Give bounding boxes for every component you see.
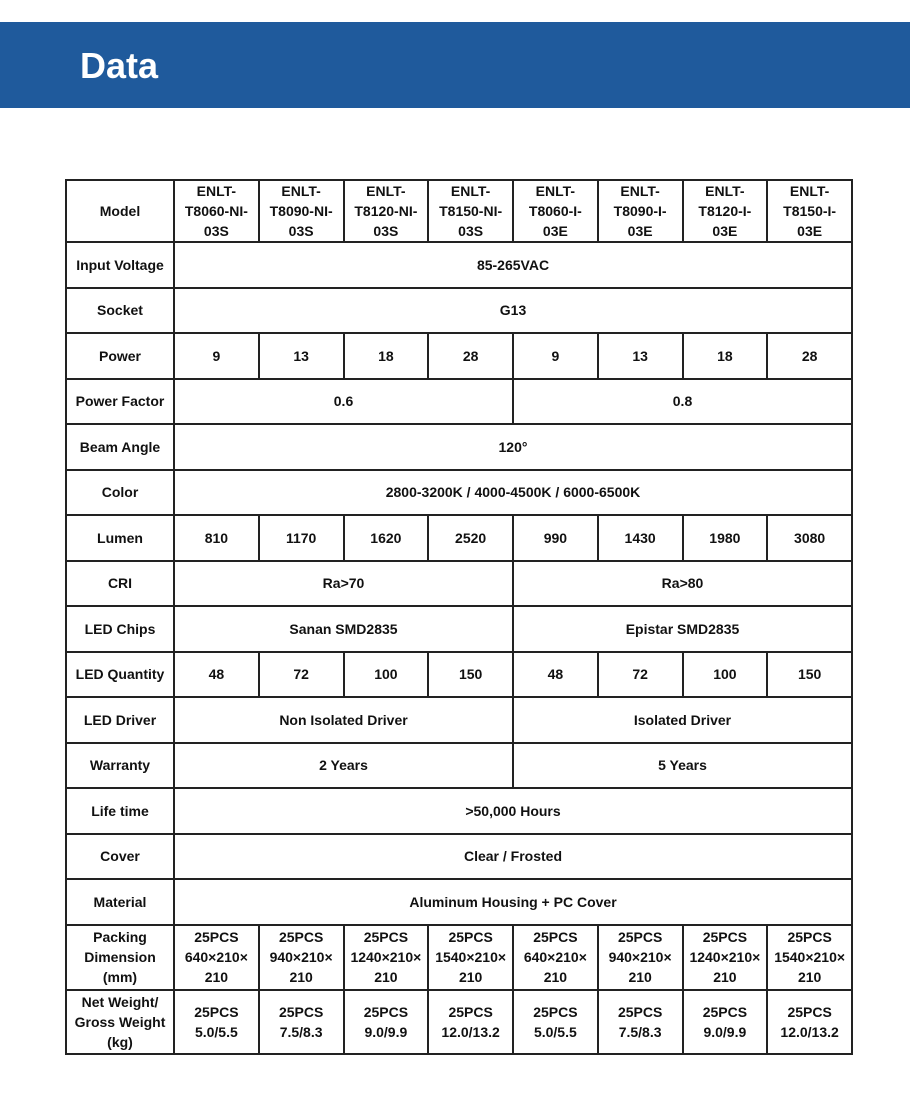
spec-row: [66, 697, 852, 743]
packing-line: 640×210×: [184, 949, 248, 965]
value-cell: G13: [174, 288, 852, 334]
value-cell: Sanan SMD2835: [174, 606, 513, 652]
packing-line: 1540×210×: [774, 949, 846, 965]
row-label: Socket: [66, 288, 174, 334]
packing-cell: [344, 925, 429, 990]
value-cell: 2 Years: [174, 743, 513, 789]
model-line: 03S: [458, 223, 484, 239]
model-cell: [513, 180, 598, 242]
packing-cell: [767, 925, 852, 990]
model-line: ENLT-: [196, 183, 237, 199]
model-line: T8090-I-: [613, 203, 667, 219]
weight-line: 25PCS: [194, 1003, 239, 1020]
row-label: LED Chips: [66, 606, 174, 652]
packing-line: 210: [543, 969, 568, 985]
model-line: T8150-I-: [783, 203, 837, 219]
model-line: ENLT-: [450, 183, 491, 199]
packing-line: 210: [628, 969, 652, 985]
model-line: T8150-NI-: [439, 203, 503, 219]
value-cell: 72: [259, 652, 344, 698]
value-cell: >50,000 Hours: [174, 788, 852, 834]
weight-line: 12.0/13.2: [441, 1023, 500, 1040]
spec-row: [66, 424, 852, 470]
page-title: Data: [80, 45, 159, 86]
weight-line: 25PCS: [702, 1003, 748, 1020]
value-cell: 810: [174, 515, 259, 561]
spec-row: [66, 470, 852, 516]
weight-line: 5.0/5.5: [194, 1023, 238, 1040]
spec-row: [66, 788, 852, 834]
value-cell: 5 Years: [513, 743, 852, 789]
model-cell: [174, 180, 259, 242]
weight-cell: [767, 990, 852, 1054]
header-banner: [0, 22, 910, 108]
value-cell: 100: [344, 652, 429, 698]
value-cell: 13: [259, 333, 344, 379]
value-cell: 0.8: [513, 379, 852, 425]
model-line: ENLT-: [789, 183, 830, 199]
packing-line: 25PCS: [448, 929, 493, 945]
value-cell: 18: [683, 333, 768, 379]
model-line: 03E: [797, 223, 823, 239]
packing-line: 210: [458, 969, 483, 985]
row-label: [66, 925, 174, 990]
weight-line: 25PCS: [363, 1003, 409, 1020]
row-label: LED Driver: [66, 697, 174, 743]
spec-row: [66, 515, 852, 561]
value-cell: Aluminum Housing + PC Cover: [174, 879, 852, 925]
packing-line: 210: [797, 969, 822, 985]
packing-line: 210: [713, 969, 737, 985]
packing-line: 1240×210×: [350, 949, 422, 965]
value-cell: Ra>80: [513, 561, 852, 607]
value-cell: 28: [767, 333, 852, 379]
weight-line: 9.0/9.9: [364, 1023, 408, 1040]
value-cell: 1980: [683, 515, 768, 561]
row-label: Warranty: [66, 743, 174, 789]
row-label: LED Quantity: [66, 652, 174, 698]
spec-row: [66, 743, 852, 789]
row-label: Power Factor: [66, 379, 174, 425]
spec-row: [66, 333, 852, 379]
packing-cell: [683, 925, 768, 990]
packing-line: 25PCS: [194, 929, 239, 945]
model-line: T8120-NI-: [354, 203, 418, 219]
value-cell: 9: [513, 333, 598, 379]
packing-line: 940×210×: [608, 949, 672, 965]
value-cell: 48: [174, 652, 259, 698]
label-line: Gross Weight: [74, 1013, 166, 1030]
packing-line: 25PCS: [533, 929, 578, 945]
value-cell: 150: [767, 652, 852, 698]
label-line: Net Weight/: [81, 993, 159, 1010]
value-cell: 3080: [767, 515, 852, 561]
label-line: (kg): [107, 1033, 133, 1050]
row-label: CRI: [66, 561, 174, 607]
weight-line: 7.5/8.3: [618, 1023, 662, 1040]
value-cell: 13: [598, 333, 683, 379]
spec-row: [66, 834, 852, 880]
model-cell: [683, 180, 768, 242]
spec-row: [66, 561, 852, 607]
model-cell: [428, 180, 513, 242]
spec-row: [66, 606, 852, 652]
model-line: 03S: [288, 223, 314, 239]
weight-cell: [174, 990, 259, 1054]
value-cell: 1430: [598, 515, 683, 561]
value-cell: 48: [513, 652, 598, 698]
row-label: Power: [66, 333, 174, 379]
label-line: Dimension: [84, 949, 156, 965]
weight-line: 25PCS: [617, 1003, 663, 1020]
weight-line: 25PCS: [533, 1003, 578, 1020]
value-cell: 2800-3200K / 4000-4500K / 6000-6500K: [174, 470, 852, 516]
row-label: Color: [66, 470, 174, 516]
spec-row: [66, 652, 852, 698]
spec-table-body: [66, 180, 852, 1054]
spec-row: [66, 879, 852, 925]
value-cell: Epistar SMD2835: [513, 606, 852, 652]
packing-line: 25PCS: [363, 929, 409, 945]
label-line: (mm): [102, 969, 138, 985]
model-cell: [598, 180, 683, 242]
row-label: [66, 990, 174, 1054]
spec-row: [66, 242, 852, 288]
row-packing: [66, 925, 852, 990]
value-cell: 18: [344, 333, 429, 379]
row-model: [66, 180, 852, 242]
weight-line: 25PCS: [448, 1003, 493, 1020]
value-cell: Clear / Frosted: [174, 834, 852, 880]
model-line: 03S: [373, 223, 399, 239]
model-line: ENLT-: [366, 183, 406, 199]
weight-cell: [598, 990, 683, 1054]
value-cell: 2520: [428, 515, 513, 561]
model-line: 03S: [203, 223, 229, 239]
row-label: Beam Angle: [66, 424, 174, 470]
value-cell: 990: [513, 515, 598, 561]
row-label: Material: [66, 879, 174, 925]
packing-cell: [259, 925, 344, 990]
spec-table: [65, 179, 853, 1055]
value-cell: 28: [428, 333, 513, 379]
row-label: Cover: [66, 834, 174, 880]
value-cell: 9: [174, 333, 259, 379]
row-weight: [66, 990, 852, 1054]
row-label: Input Voltage: [66, 242, 174, 288]
weight-cell: [683, 990, 768, 1054]
model-line: 03E: [712, 223, 738, 239]
model-line: T8120-I-: [698, 203, 752, 219]
packing-line: 210: [289, 969, 313, 985]
packing-line: 210: [204, 969, 229, 985]
model-cell: [344, 180, 429, 242]
model-line: T8060-I-: [528, 203, 582, 219]
model-line: ENLT-: [620, 183, 660, 199]
packing-line: 25PCS: [787, 929, 832, 945]
value-cell: Non Isolated Driver: [174, 697, 513, 743]
value-cell: 120°: [174, 424, 852, 470]
model-line: T8090-NI-: [269, 203, 333, 219]
packing-line: 25PCS: [702, 929, 748, 945]
value-cell: 100: [683, 652, 768, 698]
model-cell: [767, 180, 852, 242]
weight-line: 7.5/8.3: [279, 1023, 323, 1040]
packing-line: 210: [374, 969, 398, 985]
model-line: ENLT-: [281, 183, 321, 199]
value-cell: 72: [598, 652, 683, 698]
weight-line: 25PCS: [787, 1003, 832, 1020]
weight-cell: [344, 990, 429, 1054]
packing-line: 940×210×: [269, 949, 333, 965]
value-cell: Isolated Driver: [513, 697, 852, 743]
model-line: 03E: [542, 223, 568, 239]
weight-line: 9.0/9.9: [703, 1023, 747, 1040]
packing-line: 1540×210×: [435, 949, 507, 965]
weight-line: 5.0/5.5: [533, 1023, 577, 1040]
packing-line: 640×210×: [523, 949, 587, 965]
packing-line: 25PCS: [617, 929, 663, 945]
packing-line: 1240×210×: [689, 949, 761, 965]
label-line: Packing: [93, 929, 147, 945]
packing-cell: [174, 925, 259, 990]
model-cell: [259, 180, 344, 242]
model-line: ENLT-: [705, 183, 745, 199]
weight-line: 12.0/13.2: [780, 1023, 839, 1040]
value-cell: 1170: [259, 515, 344, 561]
weight-cell: [428, 990, 513, 1054]
value-cell: 0.6: [174, 379, 513, 425]
value-cell: 85-265VAC: [174, 242, 852, 288]
row-label: Lumen: [66, 515, 174, 561]
weight-cell: [513, 990, 598, 1054]
spec-row: [66, 379, 852, 425]
spec-row: [66, 288, 852, 334]
model-line: T8060-NI-: [184, 203, 248, 219]
packing-cell: [428, 925, 513, 990]
packing-cell: [598, 925, 683, 990]
row-label: Model: [66, 180, 174, 242]
weight-cell: [259, 990, 344, 1054]
model-line: 03E: [627, 223, 653, 239]
packing-line: 25PCS: [278, 929, 324, 945]
value-cell: 1620: [344, 515, 429, 561]
model-line: ENLT-: [535, 183, 576, 199]
packing-cell: [513, 925, 598, 990]
value-cell: Ra>70: [174, 561, 513, 607]
value-cell: 150: [428, 652, 513, 698]
weight-line: 25PCS: [278, 1003, 324, 1020]
row-label: Life time: [66, 788, 174, 834]
